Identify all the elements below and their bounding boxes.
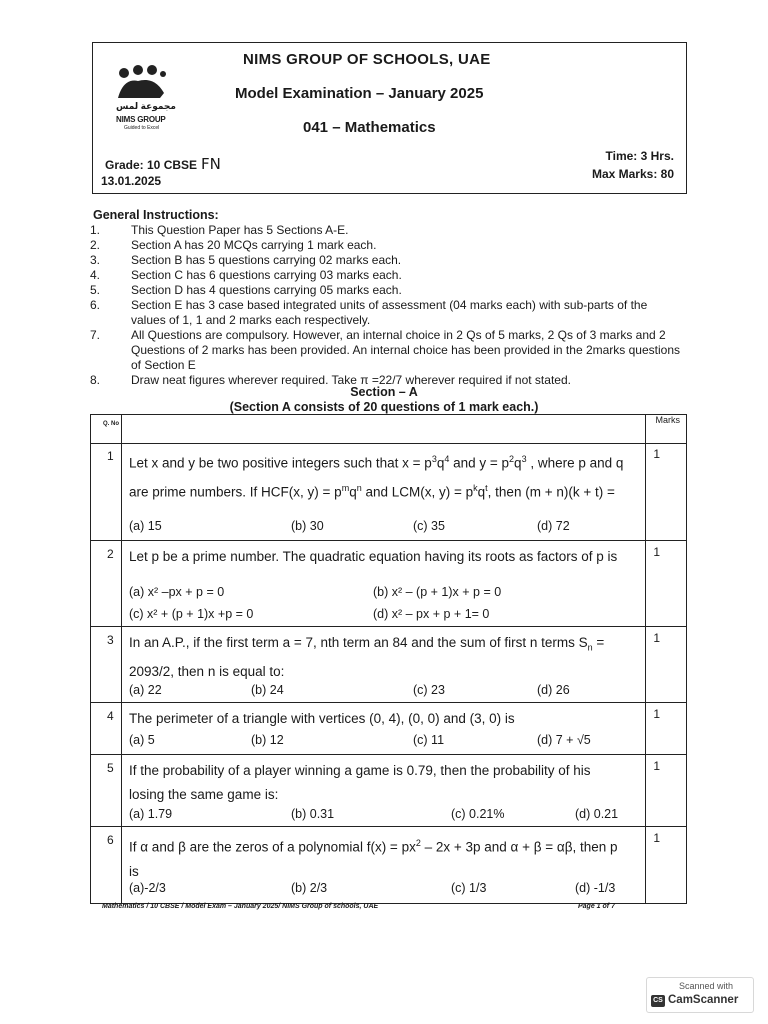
logo-name: NIMS GROUP	[116, 115, 166, 124]
question-number: 3	[107, 633, 114, 647]
instruction-item: 8. Draw neat figures wherever required. Take π =22/7 wherever required if not stated.	[90, 373, 571, 387]
option-c: (c) 0.21%	[451, 807, 505, 821]
grade-label	[105, 155, 221, 173]
instructions-title: General Instructions:	[93, 208, 219, 222]
question-marks: 1	[653, 831, 660, 845]
option-d: (d) 7 + √5	[537, 733, 591, 747]
section-subtitle: (Section A consists of 20 questions of 1 mark each.)	[229, 400, 539, 414]
question-text: In an A.P., if the first term a = 7, nth term an 84 and the sum of first n terms $S_n = 2093/2$, then n is equal to:	[129, 635, 605, 679]
logo-arabic: مجموعة لمس	[116, 101, 176, 111]
question-row	[91, 627, 686, 703]
option-a: (a) 1.79	[129, 807, 173, 821]
time-label: Time: 3 Hrs.	[605, 149, 674, 163]
question-number: 6	[107, 833, 114, 847]
qno-header: Q. No	[103, 421, 119, 427]
grade-text: Grade: 10 CBSE	[105, 158, 198, 172]
school-name: NIMS GROUP OF SCHOOLS, UAE	[243, 51, 491, 68]
option-d: (d) 0.21	[575, 807, 619, 821]
question-text: If α and β are the zeros of a polynomial $f(x) = px^2 - 2x + 3p$ and α + β = αβ, then p is	[129, 838, 618, 879]
question-row	[91, 755, 686, 827]
footer-page-number: Page 1 of 7	[578, 903, 615, 910]
question-row	[91, 827, 686, 903]
logo-figures-icon	[116, 65, 166, 99]
option-b: (b) 30	[291, 519, 324, 533]
option-c: (c) 1/3	[451, 881, 487, 895]
question-marks: 1	[653, 447, 660, 461]
option-b: (b) 12	[251, 733, 284, 747]
question-text: Let p be a prime number. The quadratic equation having its roots as factors of p is	[129, 549, 618, 564]
option-d: (d) 26	[537, 683, 570, 697]
camscanner-watermark	[646, 977, 754, 1013]
instruction-item: 1. This Question Paper has 5 Sections A-E.	[90, 223, 349, 237]
option-d: (d) x² – px + p + 1= 0	[373, 607, 490, 621]
scanner-caption: Scanned with	[679, 981, 734, 991]
instruction-item: 7. All Questions are compulsory. However, an internal choice in 2 Qs of 5 marks, 2 Qs of 3 marks and 2 Questions of 2 marks has been provided. An internal choice has been provided in the 2marks questions of Section E	[90, 328, 680, 372]
option-b: (b) 2/3	[291, 881, 328, 895]
question-text: The perimeter of a triangle with vertices (0, 4), (0, 0) and (3, 0) is	[129, 711, 515, 726]
question-number: 2	[107, 547, 114, 561]
question-text: If the probability of a player winning a game is 0.79, then the probability of his losing the same game is:	[129, 763, 591, 802]
instruction-item: 5. Section D has 4 questions carrying 05 marks each.	[90, 283, 402, 297]
question-row	[91, 541, 686, 627]
option-c: (c) 23	[413, 683, 445, 697]
question-table	[90, 414, 687, 904]
section-title: Section – A	[350, 385, 418, 399]
table-header	[91, 415, 686, 444]
option-b: (b) x² – (p + 1)x + p = 0	[373, 585, 502, 599]
option-b: (b) 24	[251, 683, 284, 697]
question-marks: 1	[653, 545, 660, 559]
logo-tagline: Guided to Excel	[124, 125, 160, 131]
option-b: (b) 0.31	[291, 807, 335, 821]
exam-title: Model Examination – January 2025	[235, 85, 484, 102]
option-c: (c) x² + (p + 1)x +p = 0	[129, 607, 254, 621]
option-a: (a) 15	[129, 519, 162, 533]
question-text: Let x and y be two positive integers such that $x = p^3q^4$ and $y = p^2q^3$ , where p and q are prime numbers. If HCF(x, $y) = p^mq^n$ and LCM(x, $y) = p^kq^t$, then (m + n)(k + t) =	[129, 454, 624, 499]
marks-header: Marks	[655, 415, 680, 425]
subject-title: 041 – Mathematics	[303, 119, 436, 136]
question-marks: 1	[653, 707, 660, 721]
question-marks: 1	[653, 759, 660, 773]
exam-date: 13.01.2025	[101, 174, 162, 188]
option-d: (d) -1/3	[575, 881, 616, 895]
option-a: (a) 5	[129, 733, 155, 747]
option-a: (a) x² –px + p = 0	[129, 585, 225, 599]
camscanner-icon: CS	[651, 995, 665, 1007]
scanner-brand: CamScanner	[668, 994, 739, 1006]
instruction-item: 3. Section B has 5 questions carrying 02 marks each.	[90, 253, 402, 267]
option-c: (c) 11	[413, 733, 445, 747]
school-logo	[110, 65, 180, 135]
grade-handwritten: FN	[201, 155, 221, 173]
max-marks-label: Max Marks: 80	[591, 167, 674, 181]
option-a: (a) 22	[129, 683, 162, 697]
question-number: 5	[107, 761, 114, 775]
footer-left: Mathematics / 10 CBSE / Model Exam – January 2025/ NIMS Group of schools, UAE	[102, 903, 379, 910]
header-box	[92, 42, 687, 194]
question-number: 1	[107, 449, 114, 463]
option-a: (a)-2/3	[129, 881, 166, 895]
option-d: (d) 72	[537, 519, 570, 533]
instruction-item: 2. Section A has 20 MCQs carrying 1 mark each.	[90, 238, 377, 252]
question-number: 4	[107, 709, 114, 723]
instruction-item: 4. Section C has 6 questions carrying 03 marks each.	[90, 268, 402, 282]
instructions-list	[90, 223, 680, 388]
question-row	[91, 443, 686, 541]
question-marks: 1	[653, 631, 660, 645]
question-row	[91, 703, 686, 755]
instruction-item: 6. Section E has 3 case based integrated units of assessment (04 marks each) with sub-parts of the values of 1, 1 and 2 marks each respectively.	[90, 298, 648, 327]
option-c: (c) 35	[413, 519, 445, 533]
